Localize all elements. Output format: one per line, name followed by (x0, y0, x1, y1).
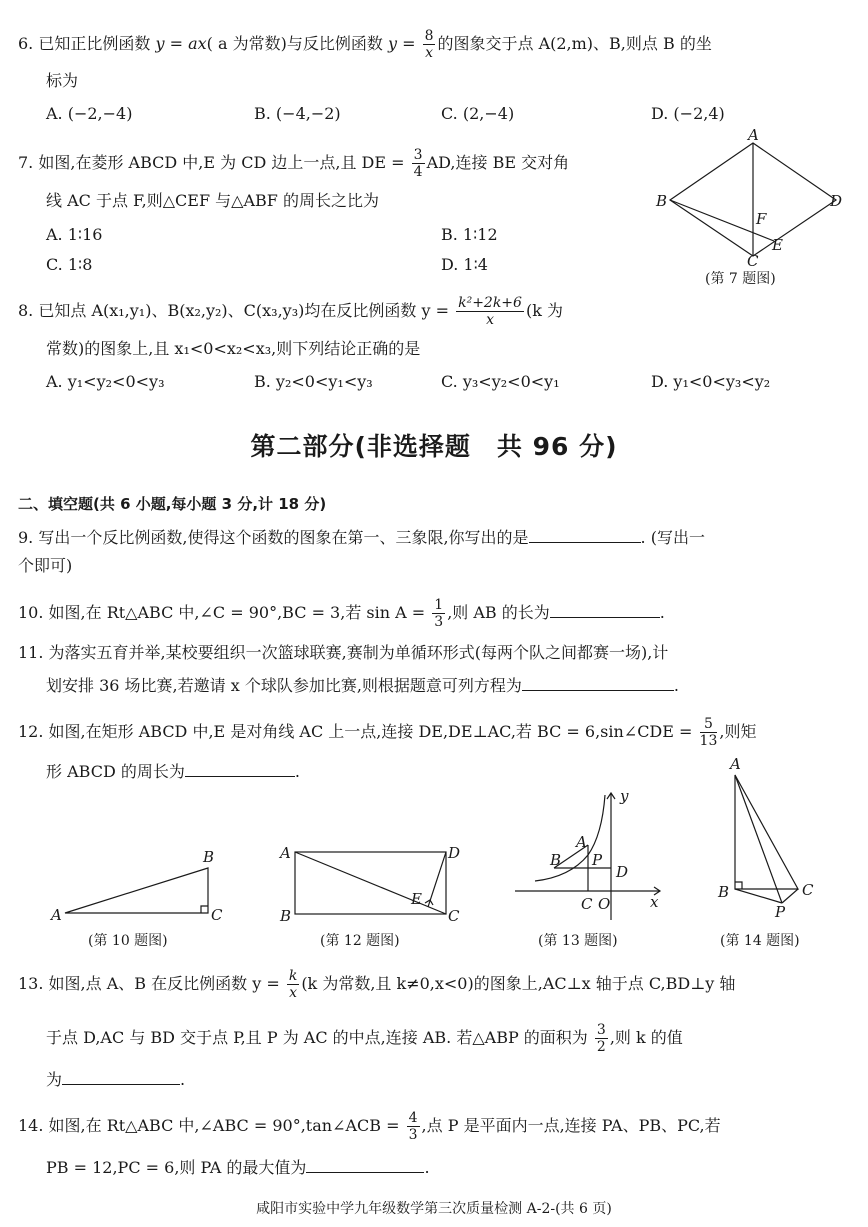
q6-formula-2: y = (387, 34, 416, 53)
svg-text:y: y (620, 787, 629, 805)
q10-text-b: ,则 AB 的长为 (447, 603, 550, 622)
q7-label-f: F (756, 210, 767, 228)
q9-line2: 个即可) (18, 556, 73, 575)
q13-figure-caption: (第 13 题图) (538, 933, 618, 949)
q6-option-d: D. (−2,4) (651, 104, 725, 123)
svg-text:A: A (280, 844, 291, 862)
q10-frac-den: 3 (434, 614, 444, 630)
q13-text-b3: . (180, 1070, 186, 1089)
q12-segment-de (428, 852, 446, 907)
q8-line1 (18, 295, 563, 328)
q7-option-c: C. 1∶8 (46, 255, 93, 274)
q7-option-a: A. 1∶16 (46, 225, 103, 244)
q7-rhombus-figure (650, 128, 850, 268)
q13-frac2-den: 2 (596, 1039, 606, 1055)
q7-text-b: AD,连接 BE 交对角 (426, 153, 570, 172)
q13-text-b2: ,则 k 的值 (609, 1028, 683, 1047)
q7-option-b: B. 1∶12 (441, 225, 498, 244)
q7-text-a: 7. 如图,在菱形 ABCD 中,E 为 CD 边上一点,且 DE = (18, 153, 405, 172)
q12-diagonal-ac (295, 852, 446, 914)
q6-option-c: C. (2,−4) (441, 104, 515, 123)
q10-figure-caption: (第 10 题图) (88, 933, 168, 949)
q7-line1 (18, 147, 569, 180)
svg-text:D: D (448, 844, 461, 862)
q9-text-a: 9. 写出一个反比例函数,使得这个函数的图象在第一、三象限,你写出的是 (18, 528, 529, 547)
q14-frac-num: 4 (408, 1110, 418, 1126)
q8-option-b: B. y₂<0<y₁<y₃ (254, 372, 373, 391)
svg-text:P: P (592, 851, 603, 869)
q14-text-b2: . (424, 1158, 430, 1177)
q13-frac-den: x (289, 985, 298, 1001)
q13-fraction (287, 968, 299, 1001)
q10-answer-blank[interactable] (550, 603, 660, 618)
page-footer: 咸阳市实验中学九年级数学第三次质量检测 A-2-(共 6 页) (256, 1201, 612, 1217)
q11-answer-blank[interactable] (522, 676, 674, 691)
svg-text:O: O (598, 895, 611, 913)
q13-line3 (46, 1070, 185, 1088)
q9-line1 (18, 528, 705, 546)
q10-triangle (65, 868, 208, 913)
q10-text-a: 10. 如图,在 Rt△ABC 中,∠C = 90°,BC = 3,若 sin A = (18, 603, 426, 622)
q13-fraction-2 (595, 1022, 608, 1055)
q14-text-a2: PB = 12,PC = 6,则 PA 的最大值为 (46, 1158, 307, 1177)
q10-line1 (18, 597, 665, 630)
q8-frac-den: x (486, 312, 494, 328)
q8-option-c: C. y₃<y₂<0<y₁ (441, 372, 560, 391)
q12-answer-blank[interactable] (185, 762, 295, 777)
q14-figure-caption: (第 14 题图) (720, 933, 800, 949)
svg-text:P: P (775, 903, 786, 921)
q7-label-a: A (748, 128, 759, 144)
q13-coordinate-figure (510, 785, 670, 925)
q14-line2 (46, 1158, 430, 1176)
q9-answer-blank[interactable] (529, 528, 641, 543)
q12-frac-num: 5 (700, 716, 718, 733)
q12-rectangle-figure (275, 840, 470, 925)
q14-line1 (18, 1110, 721, 1143)
section-title: 第二部分(非选择题 共 96 分) (250, 432, 618, 461)
q8-line2: 常数)的图象上,且 x₁<0<x₂<x₃,则下列结论正确的是 (46, 339, 421, 358)
svg-text:B: B (550, 851, 562, 869)
q8-text-a: 8. 已知点 A(x₁,y₁)、B(x₂,y₂)、C(x₃,y₃)均在反比例函数 y = (18, 301, 449, 320)
svg-text:E: E (411, 890, 422, 908)
svg-text:C: C (211, 906, 223, 924)
q8-option-d: D. y₁<0<y₃<y₂ (651, 372, 771, 391)
q12-text-b2: . (294, 762, 300, 781)
svg-text:C: C (581, 895, 593, 913)
q13-frac2-num: 3 (596, 1022, 606, 1038)
q6-line1 (18, 28, 712, 61)
q13-line1 (18, 968, 735, 1001)
q7-frac-num: 3 (413, 147, 423, 163)
q6-formula-1: y = ax (155, 34, 207, 53)
section-subtitle: 二、填空题(共 6 小题,每小题 3 分,计 18 分) (18, 495, 327, 513)
q14-segment-pc (782, 889, 798, 903)
q12-fraction (700, 716, 718, 749)
svg-text:C: C (448, 907, 460, 925)
q6-frac-num: 8 (424, 28, 434, 44)
q10-text-c: . (659, 603, 665, 622)
q7-fraction (412, 147, 425, 180)
q7-label-d: D (830, 192, 843, 210)
q7-label-b: B (656, 192, 668, 210)
q14-segment-pb (735, 889, 782, 903)
q14-text-a: 14. 如图,在 Rt△ABC 中,∠ABC = 90°,tan∠ACB = (18, 1116, 400, 1135)
q11-line2 (46, 676, 679, 694)
q11-text-b: . (673, 676, 679, 695)
q12-line2 (46, 762, 300, 780)
q6-option-a: A. (−2,−4) (46, 104, 133, 123)
svg-text:B: B (280, 907, 292, 925)
q6-text-c: ( a 为常数)与反比例函数 (206, 34, 388, 53)
q14-text-b: ,点 P 是平面内一点,连接 PA、PB、PC,若 (421, 1116, 721, 1135)
q6-text-a: 6. 已知正比例函数 (18, 34, 156, 53)
q10-right-angle-mark (201, 906, 208, 913)
q14-fraction (407, 1110, 420, 1143)
q14-triangle (735, 775, 798, 889)
q7-figure-caption: (第 7 题图) (705, 271, 776, 287)
q11-line1: 11. 为落实五育并举,某校要组织一次篮球联赛,赛制为单循环形式(每两个队之间都赛一场),计 (18, 643, 669, 662)
q14-right-angle-mark (735, 882, 742, 889)
q7-label-c: C (747, 252, 759, 268)
q12-line1 (18, 716, 756, 749)
svg-text:B: B (718, 883, 730, 901)
q6-option-b: B. (−4,−2) (254, 104, 341, 123)
q7-frac-den: 4 (413, 164, 423, 180)
svg-text:A: A (51, 906, 62, 924)
q13-text-a3: 为 (46, 1070, 63, 1089)
q13-frac-num: k (288, 968, 298, 984)
q9-text-b: . (写出一 (640, 528, 705, 547)
q10-fraction (432, 597, 445, 630)
q14-answer-blank[interactable] (306, 1158, 424, 1173)
q8-fraction (456, 295, 524, 328)
q7-line2: 线 AC 于点 F,则△CEF 与△ABF 的周长之比为 (46, 191, 379, 210)
q12-text-a2: 形 ABCD 的周长为 (46, 762, 185, 781)
q11-text-a: 划安排 36 场比赛,若邀请 x 个球队参加比赛,则根据题意可列方程为 (46, 676, 522, 695)
svg-text:B: B (203, 848, 215, 866)
q12-text-b: ,则矩 (719, 722, 757, 741)
q13-text-b: (k 为常数,且 k≠0,x<0)的图象上,AC⊥x 轴于点 C,BD⊥y 轴 (301, 974, 736, 993)
q12-frac-den: 13 (699, 733, 718, 749)
q13-text-a2: 于点 D,AC 与 BD 交于点 P,且 P 为 AC 的中点,连接 AB. 若△ABP 的面积为 (46, 1028, 588, 1047)
q12-figure-caption: (第 12 题图) (320, 933, 400, 949)
q8-frac-num: k²+2k+6 (458, 295, 522, 311)
svg-text:C: C (802, 881, 814, 899)
svg-text:A: A (576, 833, 587, 851)
q13-line2 (46, 1022, 683, 1055)
q12-text-a: 12. 如图,在矩形 ABCD 中,E 是对角线 AC 上一点,连接 DE,DE⊥AC,若 BC = 6,sin∠CDE = (18, 722, 693, 741)
q6-line2: 标为 (46, 71, 79, 90)
q10-frac-num: 1 (434, 597, 444, 613)
q14-triangle-figure (712, 755, 822, 925)
svg-text:D: D (616, 863, 629, 881)
q6-frac-den: x (425, 45, 433, 61)
q8-option-a: A. y₁<y₂<0<y₃ (46, 372, 165, 391)
q8-text-b: (k 为 (525, 301, 563, 320)
q13-text-a: 13. 如图,点 A、B 在反比例函数 y = (18, 974, 280, 993)
svg-text:x: x (650, 893, 659, 911)
q7-label-e: E (772, 236, 783, 254)
q14-frac-den: 3 (408, 1127, 418, 1143)
q7-option-d: D. 1∶4 (441, 255, 488, 274)
q6-text-e: 的图象交于点 A(2,m)、B,则点 B 的坐 (437, 34, 712, 53)
q13-answer-blank[interactable] (62, 1070, 180, 1085)
q10-triangle-figure (45, 840, 235, 925)
svg-text:A: A (730, 755, 741, 773)
q6-fraction (423, 28, 436, 61)
